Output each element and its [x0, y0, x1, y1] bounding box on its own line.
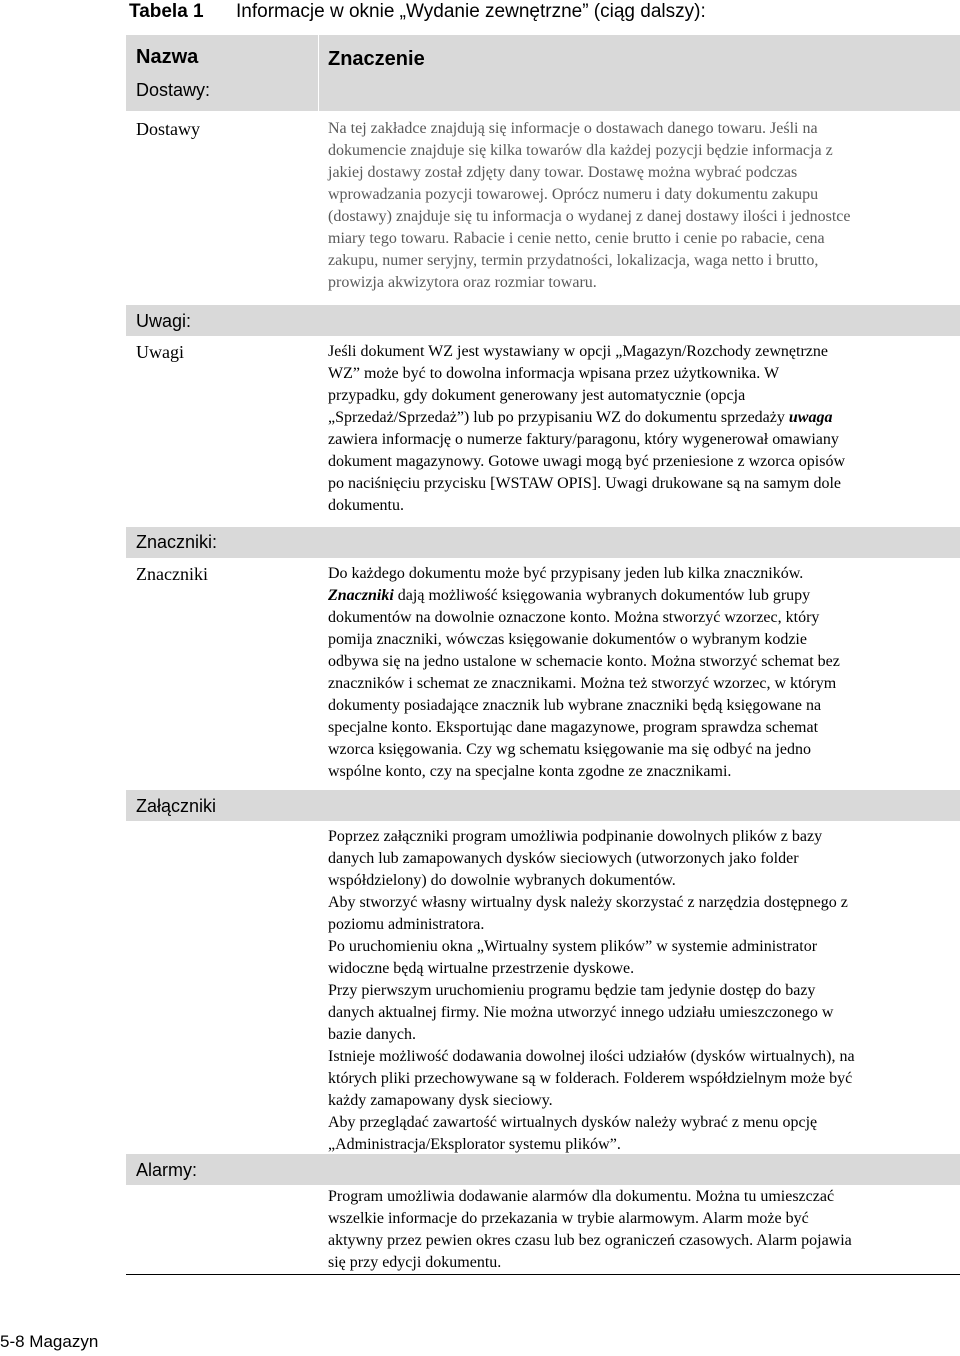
- text-line: każdy zamapowany dysk sieciowy.: [328, 1092, 553, 1109]
- row-desc-zalaczniki: [328, 826, 956, 1156]
- header-name: Nazwa: [136, 46, 199, 68]
- emphasis-znaczniki: Znaczniki: [328, 587, 394, 604]
- emphasis-uwaga: uwaga: [788, 409, 833, 426]
- text-line: „Administracja/Eksplorator systemu plików”.: [328, 1136, 621, 1153]
- text-line: Aby przeglądać zawartość wirtualnych dysków należy wybrać z menu opcję: [328, 1114, 818, 1131]
- text-line: (dostawy) znajduje się tu informacja o wydanej z danej dostawy ilości i jednostce: [328, 208, 851, 225]
- text-line: przypadku, gdy dokument generowany jest automatycznie (opcja: [328, 387, 746, 404]
- text-line: dokument magazynowy. Gotowe uwagi mogą być przeniesione z wzorca opisów: [328, 453, 846, 470]
- section-label-zalaczniki: Załączniki: [136, 796, 217, 816]
- text-line: współdzielony) do dowolnie wybranych dokumentów.: [328, 872, 676, 889]
- text-line: Na tej zakładce znajdują się informacje o dostawach danego towaru. Jeśli na: [328, 120, 818, 137]
- section-band-znaczniki: [126, 527, 960, 558]
- text-line: poziomu administratora.: [328, 916, 485, 933]
- row-desc-alarmy: [328, 1186, 956, 1274]
- text-line: widoczne będą wirtualne przestrzenie dyskowe.: [328, 960, 635, 977]
- text-line: zakupu, numer seryjny, termin przydatności, lokalizacja, waga netto i brutto,: [328, 252, 819, 269]
- text-line: prowizja akwizytora oraz rozmiar towaru.: [328, 274, 597, 291]
- text-line: znaczników i schemat ze znacznikami. Można też stworzyć wzorzec, w którym: [328, 675, 837, 692]
- text-line: danych lub zamapowanych dysków sieciowych (utworzonych jako folder: [328, 850, 799, 867]
- text-line: Przy pierwszym uruchomieniu programu będzie tam jedynie dostęp do bazy: [328, 982, 816, 999]
- text-line: dają możliwość księgowania wybranych dokumentów lub grupy: [397, 587, 811, 604]
- text-line: aktywny przez pewien okres czasu lub bez ograniczeń czasowych. Alarm pojawia: [328, 1232, 852, 1249]
- table-bottom-rule: [126, 1274, 960, 1275]
- text-line: dokumentów na dowolnie oznaczone konto. Można stworzyć wzorzec, który: [328, 609, 820, 626]
- text-line: zawiera informację o numerze faktury/paragonu, który wygenerował omawiany: [328, 431, 839, 448]
- text-line: „Sprzedaż/Sprzedaż”) lub po przypisaniu WZ do dokumentu sprzedaży: [328, 409, 785, 426]
- text-line: odbywa się na jedno ustalone w schemacie konto. Można stworzyć schemat bez: [328, 653, 840, 670]
- row-name-dostawy: Dostawy: [136, 119, 200, 139]
- text-line: dokumenty posiadające znacznik lub wybrane znaczniki będą księgowane na: [328, 697, 822, 714]
- section-label-uwagi: Uwagi:: [136, 311, 192, 331]
- text-line: dokumentu.: [328, 497, 404, 514]
- section-label-dostawy: Dostawy:: [136, 80, 211, 100]
- text-line: wprowadzania pozycji towarowej. Oprócz numeru i daty dokumentu zakupu: [328, 186, 819, 203]
- row-desc-dostawy: [328, 118, 956, 294]
- text-line: się przy edycji dokumentu.: [328, 1254, 502, 1271]
- section-label-znaczniki: Znaczniki:: [136, 532, 218, 552]
- text-line: pomija znaczniki, wówczas księgowanie dokumentów o wybranym kodzie: [328, 631, 807, 648]
- text-line: Po uruchomieniu okna „Wirtualny system plików” w systemie administrator: [328, 938, 818, 955]
- column-divider: [318, 35, 319, 111]
- row-name-uwagi: Uwagi: [136, 342, 184, 362]
- text-line: po naciśnięciu przycisku [WSTAW OPIS]. Uwagi drukowane są na samym dole: [328, 475, 842, 492]
- text-line: Program umożliwia dodawanie alarmów dla dokumentu. Można tu umieszczać: [328, 1188, 835, 1205]
- section-label-alarmy: Alarmy:: [136, 1160, 198, 1180]
- text-line: których pliki przechowywane są w folderach. Folderem współdzielnym może być: [328, 1070, 853, 1087]
- section-band-uwagi: [126, 305, 960, 336]
- text-line: wspólne konto, czy na specjalne konta zgodne ze znacznikami.: [328, 763, 732, 780]
- text-line: dokumencie znajduje się kilka towarów dla każdej pozycji będzie informacja z: [328, 142, 833, 159]
- header-meaning: Znaczenie: [328, 48, 425, 70]
- text-line: wzorca księgowania. Czy wg schematu księgowanie ma się odbyć na jedno: [328, 741, 811, 758]
- row-desc-uwagi: [328, 341, 956, 517]
- text-line: danych aktualnej firmy. Nie można utworzyć innego udziału umieszczonego w: [328, 1004, 834, 1021]
- text-line: Jeśli dokument WZ jest wystawiany w opcji „Magazyn/Rozchody zewnętrzne: [328, 343, 829, 360]
- table-caption-text: Informacje w oknie „Wydanie zewnętrzne” (ciąg dalszy):: [236, 1, 706, 22]
- text-line: Poprzez załączniki program umożliwia podpinanie dowolnych plików z bazy: [328, 828, 823, 845]
- text-line: WZ” może być to dowolna informacja wpisana przez użytkownika. W: [328, 365, 780, 382]
- page-footer: 5-8 Magazyn: [0, 1332, 99, 1351]
- table-header: [126, 35, 960, 111]
- text-line: miary tego towaru. Rabacie i cenie netto, cenie brutto i cenie po rabacie, cena: [328, 230, 825, 247]
- text-line: jakiej dostawy został zdjęty dany towar. Dostawę można wybrać podczas: [328, 164, 798, 181]
- text-line: bazie danych.: [328, 1026, 416, 1043]
- row-name-znaczniki: Znaczniki: [136, 564, 208, 584]
- text-line: Aby stworzyć własny wirtualny dysk należy skorzystać z narzędzia dostępnego z: [328, 894, 848, 911]
- section-band-zalaczniki: [126, 790, 960, 821]
- text-line: specjalne konto. Eksportując dane magazynowe, program sprawdza schemat: [328, 719, 819, 736]
- text-line: Do każdego dokumentu może być przypisany jeden lub kilka znaczników.: [328, 565, 804, 582]
- section-band-alarmy: [126, 1154, 960, 1185]
- row-desc-znaczniki: [328, 563, 956, 783]
- text-line: Istnieje możliwość dodawania dowolnej ilości udziałów (dysków wirtualnych), na: [328, 1048, 855, 1065]
- table-caption-label: Tabela 1: [129, 1, 204, 22]
- text-line: wszelkie informacje do przekazania w trybie alarmowym. Alarm może być: [328, 1210, 809, 1227]
